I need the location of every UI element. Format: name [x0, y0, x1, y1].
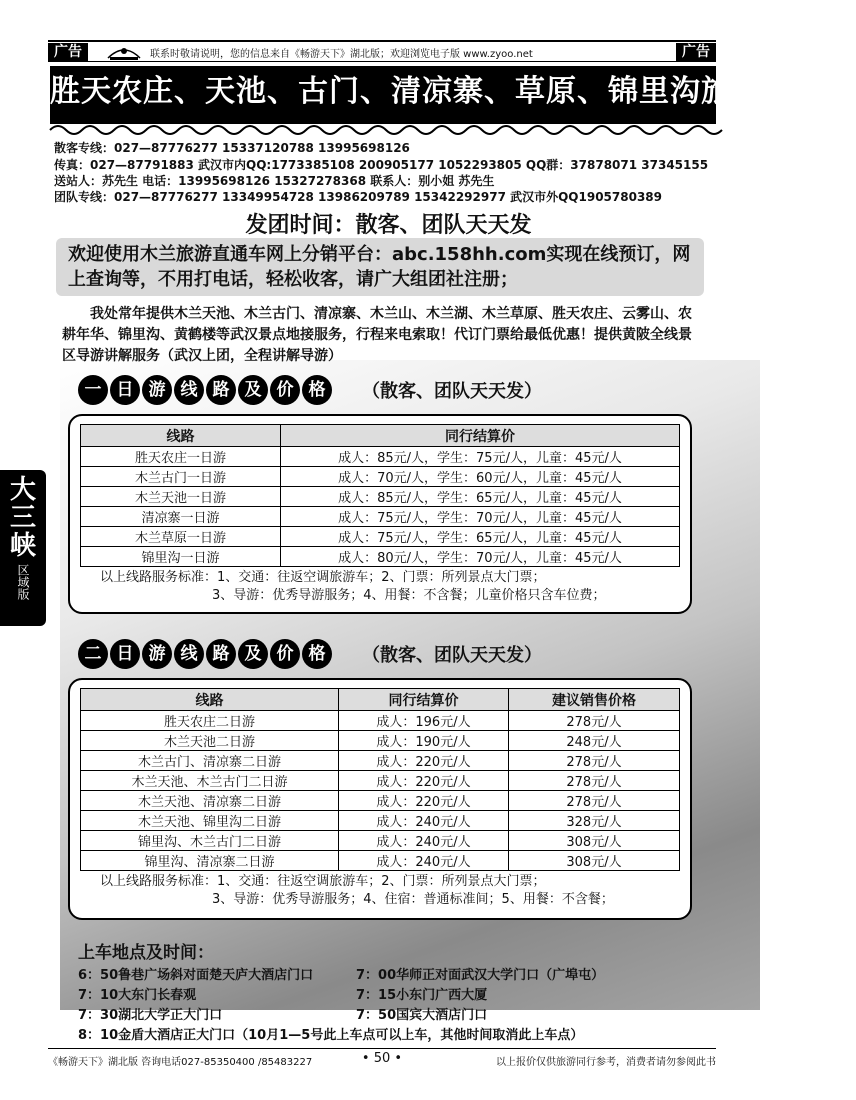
title-char: 线	[174, 375, 204, 405]
footer-right: 以上报价仅供旅游同行参考，消费者请勿参阅此书	[496, 1057, 716, 1068]
route-cell: 锦里沟、木兰古门二日游	[81, 831, 339, 851]
price-cell: 成人：220元/人	[339, 771, 509, 791]
two-day-panel	[68, 678, 692, 920]
pickup-item: 7：10大东门长春观	[78, 988, 197, 1003]
table-header-row	[81, 425, 680, 447]
two-day-note: （散客、团队天天发）	[362, 645, 542, 666]
table-row	[81, 811, 680, 831]
table-row	[81, 507, 680, 527]
title-char: 及	[238, 639, 268, 669]
price-cell: 成人：85元/人，学生：75元/人，儿童：45元/人	[281, 447, 680, 467]
standard-line: 3、导游：优秀导游服务；4、住宿：普通标准间；5、用餐：不含餐；	[212, 892, 614, 907]
ornament-border	[50, 118, 716, 136]
banner-title: 胜天农庄、天池、古门、清凉寨、草原、锦里沟旅游直通车	[50, 66, 716, 118]
table-row	[81, 791, 680, 811]
retail-price-cell: 278元/人	[509, 711, 680, 731]
price-cell: 成人：190元/人	[339, 731, 509, 751]
route-cell: 木兰古门、清凉寨二日游	[81, 751, 339, 771]
two-day-price-table	[80, 688, 680, 871]
table-row	[81, 467, 680, 487]
pickup-title: 上车地点及时间：	[78, 943, 214, 963]
route-cell: 木兰天池、清凉寨二日游	[81, 791, 339, 811]
title-char: 一	[78, 375, 108, 405]
one-day-section-title	[78, 374, 542, 406]
table-row	[81, 711, 680, 731]
route-cell: 锦里沟、清凉寨二日游	[81, 851, 339, 871]
price-cell: 成人：220元/人	[339, 751, 509, 771]
route-cell: 木兰草原一日游	[81, 527, 281, 547]
magazine-logo-icon	[104, 42, 144, 62]
price-cell: 成人：196元/人	[339, 711, 509, 731]
column-header: 同行结算价	[281, 425, 680, 447]
price-cell: 成人：240元/人	[339, 851, 509, 871]
title-char: 价	[270, 375, 300, 405]
title-char: 日	[110, 639, 140, 669]
one-day-price-table	[80, 424, 680, 567]
pickup-item: 7：15小东门广西大厦	[356, 988, 488, 1003]
route-cell: 胜天农庄二日游	[81, 711, 339, 731]
route-cell: 清凉寨一日游	[81, 507, 281, 527]
price-cell: 成人：240元/人	[339, 831, 509, 851]
title-char: 格	[302, 639, 332, 669]
footer-left: 《畅游天下》湖北版 咨询电话027-85350400 /85483227	[48, 1057, 313, 1068]
two-day-section-title	[78, 638, 542, 670]
retail-price-cell: 278元/人	[509, 791, 680, 811]
table-header-row	[81, 689, 680, 711]
contact-line: 团队专线：027—87776277 13349954728 13986209789 15342292977 武汉市外QQ1905780389	[54, 190, 662, 204]
ad-tag-right: 广告	[676, 43, 716, 61]
retail-price-cell: 278元/人	[509, 771, 680, 791]
header-note: 联系时敬请说明，您的信息来自《畅游天下》湖北版；欢迎浏览电子版 www.zyoo.net	[150, 49, 533, 60]
route-cell: 木兰天池一日游	[81, 487, 281, 507]
standard-line: 3、导游：优秀导游服务；4、用餐：不含餐；儿童价格只含车位费；	[212, 588, 606, 603]
price-cell: 成人：75元/人，学生：65元/人，儿童：45元/人	[281, 527, 680, 547]
region-side-tab	[0, 470, 46, 626]
title-char: 格	[302, 375, 332, 405]
column-header: 建议销售价格	[509, 689, 680, 711]
price-cell: 成人：240元/人	[339, 811, 509, 831]
side-tab-subtitle: 区域版	[16, 564, 30, 600]
table-row	[81, 447, 680, 467]
standard-line: 以上线路服务标准：1、交通：往返空调旅游车；2、门票：所列景点大门票；	[100, 874, 546, 889]
table-row	[81, 547, 680, 567]
price-cell: 成人：70元/人，学生：60元/人，儿童：45元/人	[281, 467, 680, 487]
route-cell: 锦里沟一日游	[81, 547, 281, 567]
platform-notice: 欢迎使用木兰旅游直通车网上分销平台：abc.158hh.com实现在线预订，网上查询等，不用打电话，轻松收客，请广大组团社注册；	[56, 238, 704, 296]
column-header: 线路	[81, 689, 339, 711]
page-footer	[48, 1048, 716, 1068]
title-char: 线	[174, 639, 204, 669]
pickup-item: 7：50国宾大酒店门口	[356, 1008, 488, 1023]
departure-time: 发团时间：散客、团队天天发	[245, 213, 532, 238]
title-char: 及	[238, 375, 268, 405]
price-cell: 成人：85元/人，学生：65元/人，儿童：45元/人	[281, 487, 680, 507]
one-day-panel	[68, 414, 692, 614]
pickup-item: 6：50鲁巷广场斜对面楚天庐大酒店门口	[78, 968, 314, 983]
route-cell: 木兰天池二日游	[81, 731, 339, 751]
one-day-note: （散客、团队天天发）	[362, 381, 542, 402]
side-tab-title: 大三峡	[9, 475, 36, 561]
retail-price-cell: 308元/人	[509, 851, 680, 871]
table-row	[81, 831, 680, 851]
contact-line: 传真：027—87791883 武汉市内QQ:1773385108 200905177 1052293805 QQ群：37878071 37345155	[54, 158, 709, 172]
services-paragraph: 我处常年提供木兰天池、木兰古门、清凉寨、木兰山、木兰湖、木兰草原、胜天农庄、云雾山、农耕年华、锦里沟、黄鹤楼等武汉景点地接服务，行程来电索取！代订门票给最低优惠！提供黄陂全线景区导游讲解服务（武汉上团，全程讲解导游）	[62, 306, 692, 364]
column-header: 线路	[81, 425, 281, 447]
title-char: 路	[206, 375, 236, 405]
page-number: • 50 •	[361, 1051, 403, 1066]
ad-tag-left: 广告	[48, 43, 88, 61]
title-char: 路	[206, 639, 236, 669]
standard-line: 以上线路服务标准：1、交通：往返空调旅游车；2、门票：所列景点大门票；	[100, 570, 546, 585]
table-row	[81, 731, 680, 751]
price-cell: 成人：75元/人，学生：70元/人，儿童：45元/人	[281, 507, 680, 527]
title-char: 游	[142, 639, 172, 669]
contact-line: 送站人：苏先生 电话：13995698126 15327278368 联系人：别小姐 苏先生	[54, 174, 495, 188]
table-row	[81, 771, 680, 791]
title-char: 日	[110, 375, 140, 405]
route-cell: 胜天农庄一日游	[81, 447, 281, 467]
table-row	[81, 751, 680, 771]
retail-price-cell: 278元/人	[509, 751, 680, 771]
retail-price-cell: 308元/人	[509, 831, 680, 851]
service-standard	[80, 871, 680, 909]
retail-price-cell: 328元/人	[509, 811, 680, 831]
contact-line: 散客专线：027—87776277 15337120788 13995698126	[54, 141, 410, 155]
title-char: 二	[78, 639, 108, 669]
price-cell: 成人：220元/人	[339, 791, 509, 811]
price-cell: 成人：80元/人，学生：70元/人，儿童：45元/人	[281, 547, 680, 567]
table-row	[81, 851, 680, 871]
title-char: 游	[142, 375, 172, 405]
top-bar	[48, 40, 716, 62]
table-row	[81, 527, 680, 547]
title-char: 价	[270, 639, 300, 669]
service-standard	[80, 567, 680, 605]
route-cell: 木兰古门一日游	[81, 467, 281, 487]
column-header: 同行结算价	[339, 689, 509, 711]
pickup-item: 7：00华师正对面武汉大学门口（广埠屯）	[356, 968, 605, 983]
pickup-item: 8：10金盾大酒店正大门口（10月1—5号此上车点可以上车，其他时间取消此上车点）	[78, 1028, 584, 1043]
route-cell: 木兰天池、木兰古门二日游	[81, 771, 339, 791]
retail-price-cell: 248元/人	[509, 731, 680, 751]
table-row	[81, 487, 680, 507]
route-cell: 木兰天池、锦里沟二日游	[81, 811, 339, 831]
pickup-item: 7：30湖北大学正大门口	[78, 1008, 223, 1023]
